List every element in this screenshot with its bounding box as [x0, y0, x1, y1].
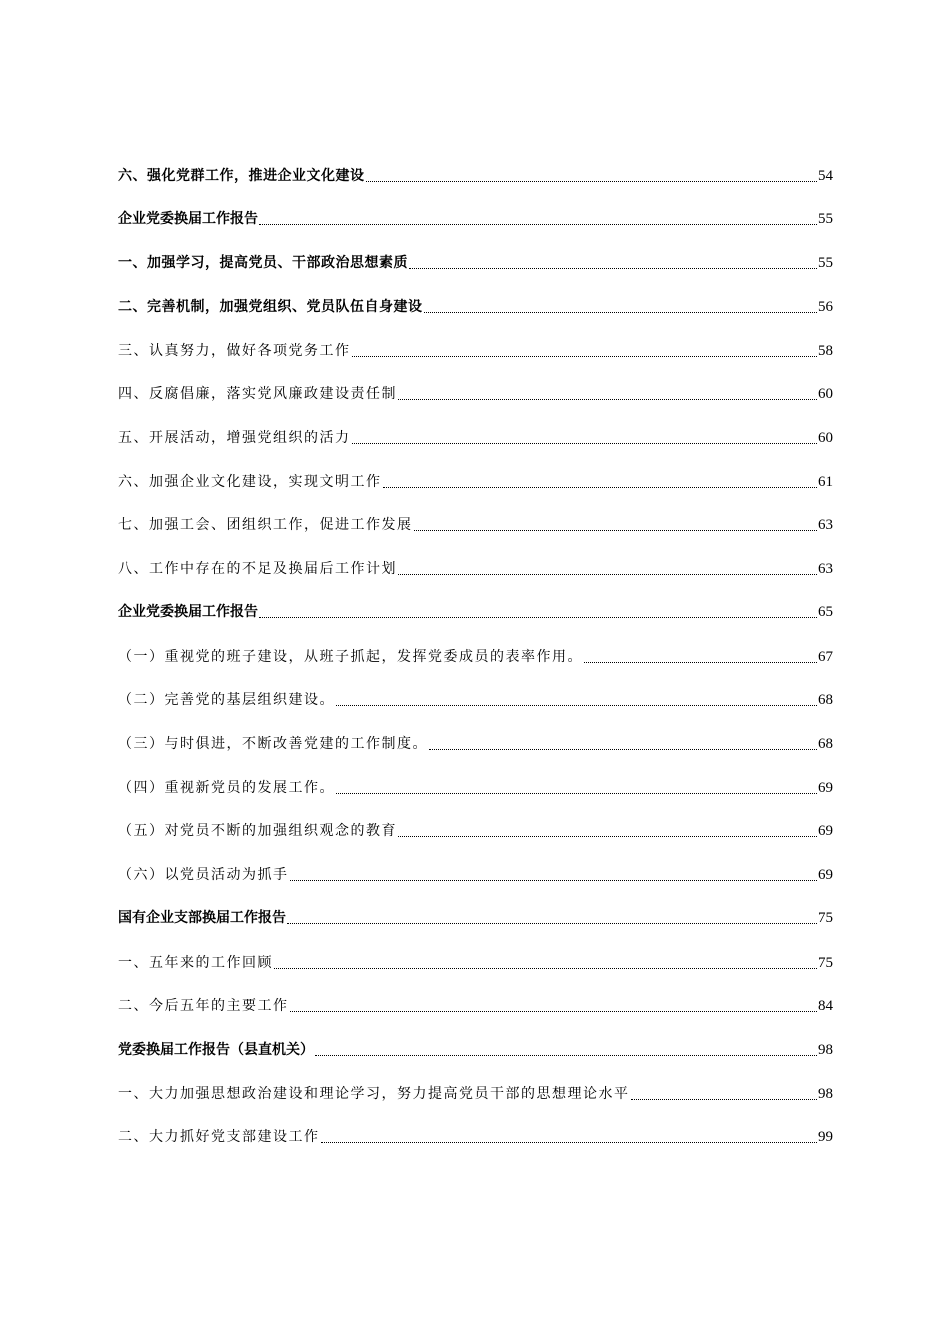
toc-entry-page: 75: [818, 910, 833, 926]
toc-entry-title: 一、大力加强思想政治建设和理论学习，努力提高党员干部的思想理论水平: [118, 1086, 630, 1102]
toc-entry-page: 55: [818, 255, 833, 271]
toc-entry-title: 一、加强学习，提高党员、干部政治思想素质: [118, 255, 408, 271]
toc-dot-leader: [429, 748, 817, 750]
toc-entry-page: 68: [818, 692, 833, 708]
toc-entry[interactable]: [118, 513, 833, 535]
toc-entry-title: 二、大力抓好党支部建设工作: [118, 1129, 320, 1145]
toc-dot-leader: [274, 967, 817, 969]
toc-entry-title: 企业党委换届工作报告: [118, 604, 258, 620]
toc-dot-leader: [259, 616, 817, 618]
toc-entry[interactable]: [118, 1038, 833, 1060]
toc-entry[interactable]: [118, 382, 833, 404]
toc-entry[interactable]: [118, 1082, 833, 1104]
toc-entry[interactable]: [118, 207, 833, 229]
toc-entry-title: 六、加强企业文化建设，实现文明工作: [118, 474, 382, 490]
toc-entry-page: 75: [818, 955, 833, 971]
toc-entry-page: 54: [818, 168, 833, 184]
toc-entry-page: 99: [818, 1129, 833, 1145]
toc-entry[interactable]: [118, 688, 833, 710]
toc-dot-leader: [287, 922, 817, 924]
toc-entry[interactable]: [118, 863, 833, 885]
toc-entry-page: 68: [818, 736, 833, 752]
toc-entry[interactable]: [118, 819, 833, 841]
toc-dot-leader: [315, 1054, 817, 1056]
toc-dot-leader: [259, 223, 817, 225]
toc-entry-title: 二、今后五年的主要工作: [118, 998, 289, 1014]
toc-dot-leader: [383, 486, 818, 488]
toc-entry-title: 企业党委换届工作报告: [118, 211, 258, 227]
toc-dot-leader: [290, 879, 818, 881]
toc-entry-page: 63: [818, 517, 833, 533]
toc-entry-title: （六）以党员活动为抓手: [118, 867, 289, 883]
toc-entry-title: 二、完善机制，加强党组织、党员队伍自身建设: [118, 299, 423, 315]
toc-entry-page: 63: [818, 561, 833, 577]
toc-dot-leader: [290, 1010, 818, 1012]
toc-entry[interactable]: [118, 295, 833, 317]
toc-dot-leader: [584, 661, 817, 663]
toc-entry[interactable]: [118, 470, 833, 492]
toc-entry-title: 三、认真努力，做好各项党务工作: [118, 343, 351, 359]
toc-entry-page: 65: [818, 604, 833, 620]
toc-dot-leader: [414, 529, 818, 531]
toc-entry-title: 国有企业支部换届工作报告: [118, 910, 286, 926]
toc-entry[interactable]: [118, 251, 833, 273]
toc-entry[interactable]: [118, 906, 833, 928]
toc-entry-page: 98: [818, 1086, 833, 1102]
toc-entry-page: 56: [818, 299, 833, 315]
toc-entry-title: 一、五年来的工作回顾: [118, 955, 273, 971]
toc-entry[interactable]: [118, 776, 833, 798]
toc-entry[interactable]: [118, 732, 833, 754]
toc-entry-title: （二）完善党的基层组织建设。: [118, 692, 335, 708]
toc-entry[interactable]: [118, 600, 833, 622]
toc-dot-leader: [366, 180, 818, 182]
toc-entry-title: 七、加强工会、团组织工作，促进工作发展: [118, 517, 413, 533]
toc-entry[interactable]: [118, 994, 833, 1016]
toc-entry[interactable]: [118, 951, 833, 973]
toc-dot-leader: [398, 835, 817, 837]
toc-entry-page: 69: [818, 780, 833, 796]
toc-entry-title: 八、工作中存在的不足及换届后工作计划: [118, 561, 397, 577]
toc-entry-title: （三）与时俱进，不断改善党建的工作制度。: [118, 736, 428, 752]
toc-dot-leader: [409, 267, 817, 269]
toc-entry-page: 84: [818, 998, 833, 1014]
toc-entry-page: 58: [818, 343, 833, 359]
toc-dot-leader: [336, 704, 817, 706]
toc-entry-page: 60: [818, 430, 833, 446]
toc-entry[interactable]: [118, 164, 833, 186]
toc-dot-leader: [398, 573, 817, 575]
toc-dot-leader: [321, 1141, 818, 1143]
toc-dot-leader: [631, 1098, 818, 1100]
toc-entry[interactable]: [118, 426, 833, 448]
toc-entry-page: 61: [818, 474, 833, 490]
toc-dot-leader: [352, 355, 818, 357]
toc-entry-page: 67: [818, 649, 833, 665]
toc-entry[interactable]: [118, 1125, 833, 1147]
toc-entry-page: 55: [818, 211, 833, 227]
toc-entry-title: 党委换届工作报告（县直机关）: [118, 1042, 314, 1058]
toc-dot-leader: [336, 792, 817, 794]
toc-entry[interactable]: [118, 557, 833, 579]
toc-entry-page: 69: [818, 867, 833, 883]
toc-entry-title: 六、强化党群工作，推进企业文化建设: [118, 168, 365, 184]
toc-entry-title: （一）重视党的班子建设，从班子抓起，发挥党委成员的表率作用。: [118, 649, 583, 665]
toc-entry-title: （四）重视新党员的发展工作。: [118, 780, 335, 796]
toc-entry-title: 五、开展活动，增强党组织的活力: [118, 430, 351, 446]
toc-entry-page: 60: [818, 386, 833, 402]
toc-entry-page: 98: [818, 1042, 833, 1058]
toc-entry-page: 69: [818, 823, 833, 839]
toc-entry[interactable]: [118, 339, 833, 361]
toc-entry-title: （五）对党员不断的加强组织观念的教育: [118, 823, 397, 839]
toc-dot-leader: [352, 442, 818, 444]
toc-dot-leader: [398, 398, 817, 400]
toc-dot-leader: [424, 311, 818, 313]
toc-entry-title: 四、反腐倡廉，落实党风廉政建设责任制: [118, 386, 397, 402]
toc-entry[interactable]: [118, 645, 833, 667]
